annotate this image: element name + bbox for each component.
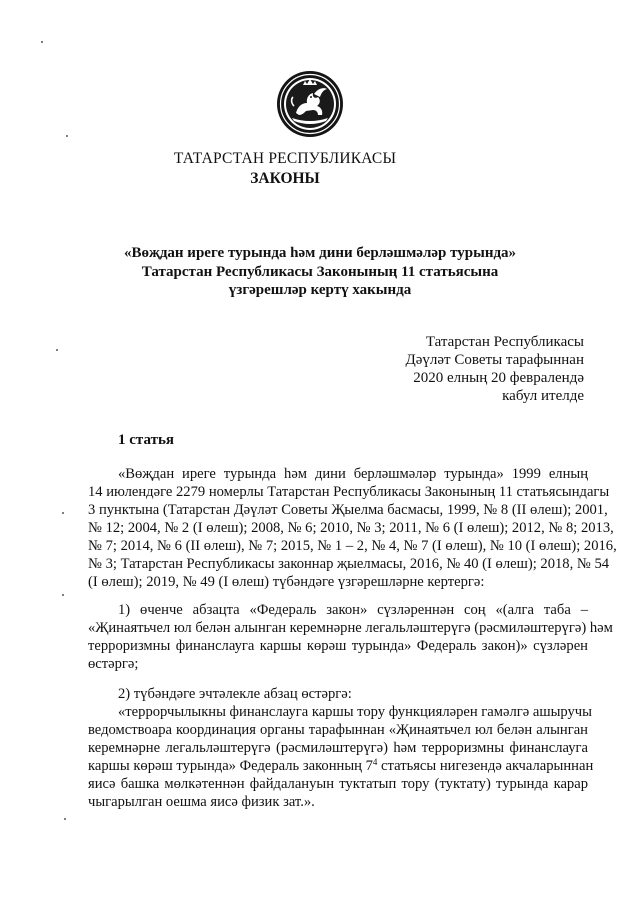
scan-speck [62, 512, 64, 514]
law-title-line: Татарстан Республикасы Законының 11 статьясына [141, 263, 499, 280]
adoption-line: кабул ителде [502, 388, 584, 404]
text-line: 1) өченче абзацта «Федераль закон» сүзләреннән соң «(алга таба – [118, 602, 588, 618]
scan-speck [64, 818, 66, 820]
text-line: 14 июлендәге 2279 номерлы Татарстан Республикасы Законының 11 статьясындагы [88, 484, 610, 500]
scan-speck [56, 349, 58, 351]
text-line: терроризмны финанслауга каршы көрәш турында» Федераль закон)» сүзләрен [88, 638, 588, 654]
scan-speck [66, 135, 68, 137]
text-line: № 3; Татарстан Республикасы законнар җыелмасы, 2016, № 40 (I өлеш); 2018, № 54 [88, 556, 610, 572]
adoption-block [406, 333, 584, 405]
text-line: 3 пунктына (Татарстан Дәүләт Советы Җыелма басмасы, 1999, № 8 (II өлеш); 2001, [88, 502, 608, 518]
adoption-line: 2020 елның 20 февралендә [413, 370, 584, 386]
text-line: яисә башка мөлкәтеннән файдалануын туктатып тору (туктату) турында карар [88, 776, 588, 792]
text-line: чыгарылган оешма яисә физик зат.». [88, 794, 315, 810]
text-line: керемнәрне легальләштерүгә (рәсмиләштерүгә) һәм терроризмны финанслауга [88, 740, 588, 756]
law-title-line: үзгәрешләр кертү хакында [228, 282, 412, 298]
paragraph-item-2 [88, 685, 594, 811]
superscript: 4 [372, 757, 378, 767]
text-line: «Җинаятьчел юл белән алынган керемнәрне легальләштерүгә (рәсмиләштерүгә) һәм [88, 620, 613, 636]
text-fragment: статьясы нигезендә акчаларыннан [377, 758, 594, 774]
law-title-line: «Вөҗдан иреге турында һәм дини берләшмәләр турында» [123, 245, 517, 261]
scan-speck [41, 41, 43, 43]
text-line: 2) түбәндәге эчтәлекле абзац өстәргә: [118, 686, 352, 702]
text-line: «Вөҗдан иреге турында һәм дини берләшмәләр турында» 1999 елның [118, 466, 588, 482]
law-title [40, 244, 600, 300]
document-type: ЗАКОНЫ [250, 170, 320, 187]
text-fragment: каршы көрәш турында» Федераль законның 7 [88, 758, 373, 774]
text-line [88, 757, 594, 775]
tatarstan-emblem-icon [276, 70, 344, 138]
adoption-line: Татарстан Республикасы [425, 334, 584, 350]
paragraph-item-1 [88, 601, 613, 673]
text-line: өстәргә; [88, 656, 139, 672]
text-line: № 12; 2004, № 2 (I өлеш); 2008, № 6; 2010, № 3; 2011, № 6 (I өлеш); 2012, № 8; 2013, [88, 520, 614, 536]
text-line: ведомствоара координация органы тарафыннан «Җинаятьчел юл белән алынган [88, 722, 588, 738]
text-line: «террорчылыкны финанслауга каршы тору функцияләрен гамәлгә ашыручы [118, 704, 592, 720]
paragraph-intro [88, 465, 617, 591]
text-line: (I өлеш); 2019, № 49 (I өлеш) түбәндәге үзгәрешләрне кертергә: [88, 574, 485, 590]
text-line: № 7; 2014, № 6 (II өлеш), № 7; 2015, № 1 – 2, № 4, № 7 (I өлеш), № 10 (I өлеш); 2016, [88, 538, 617, 554]
republic-name: ТАТАРСТАН РЕСПУБЛИКАСЫ [173, 150, 397, 167]
article-heading: 1 статья [118, 432, 174, 448]
adoption-line: Дәүләт Советы тарафыннан [405, 352, 584, 368]
scan-speck [62, 594, 64, 596]
